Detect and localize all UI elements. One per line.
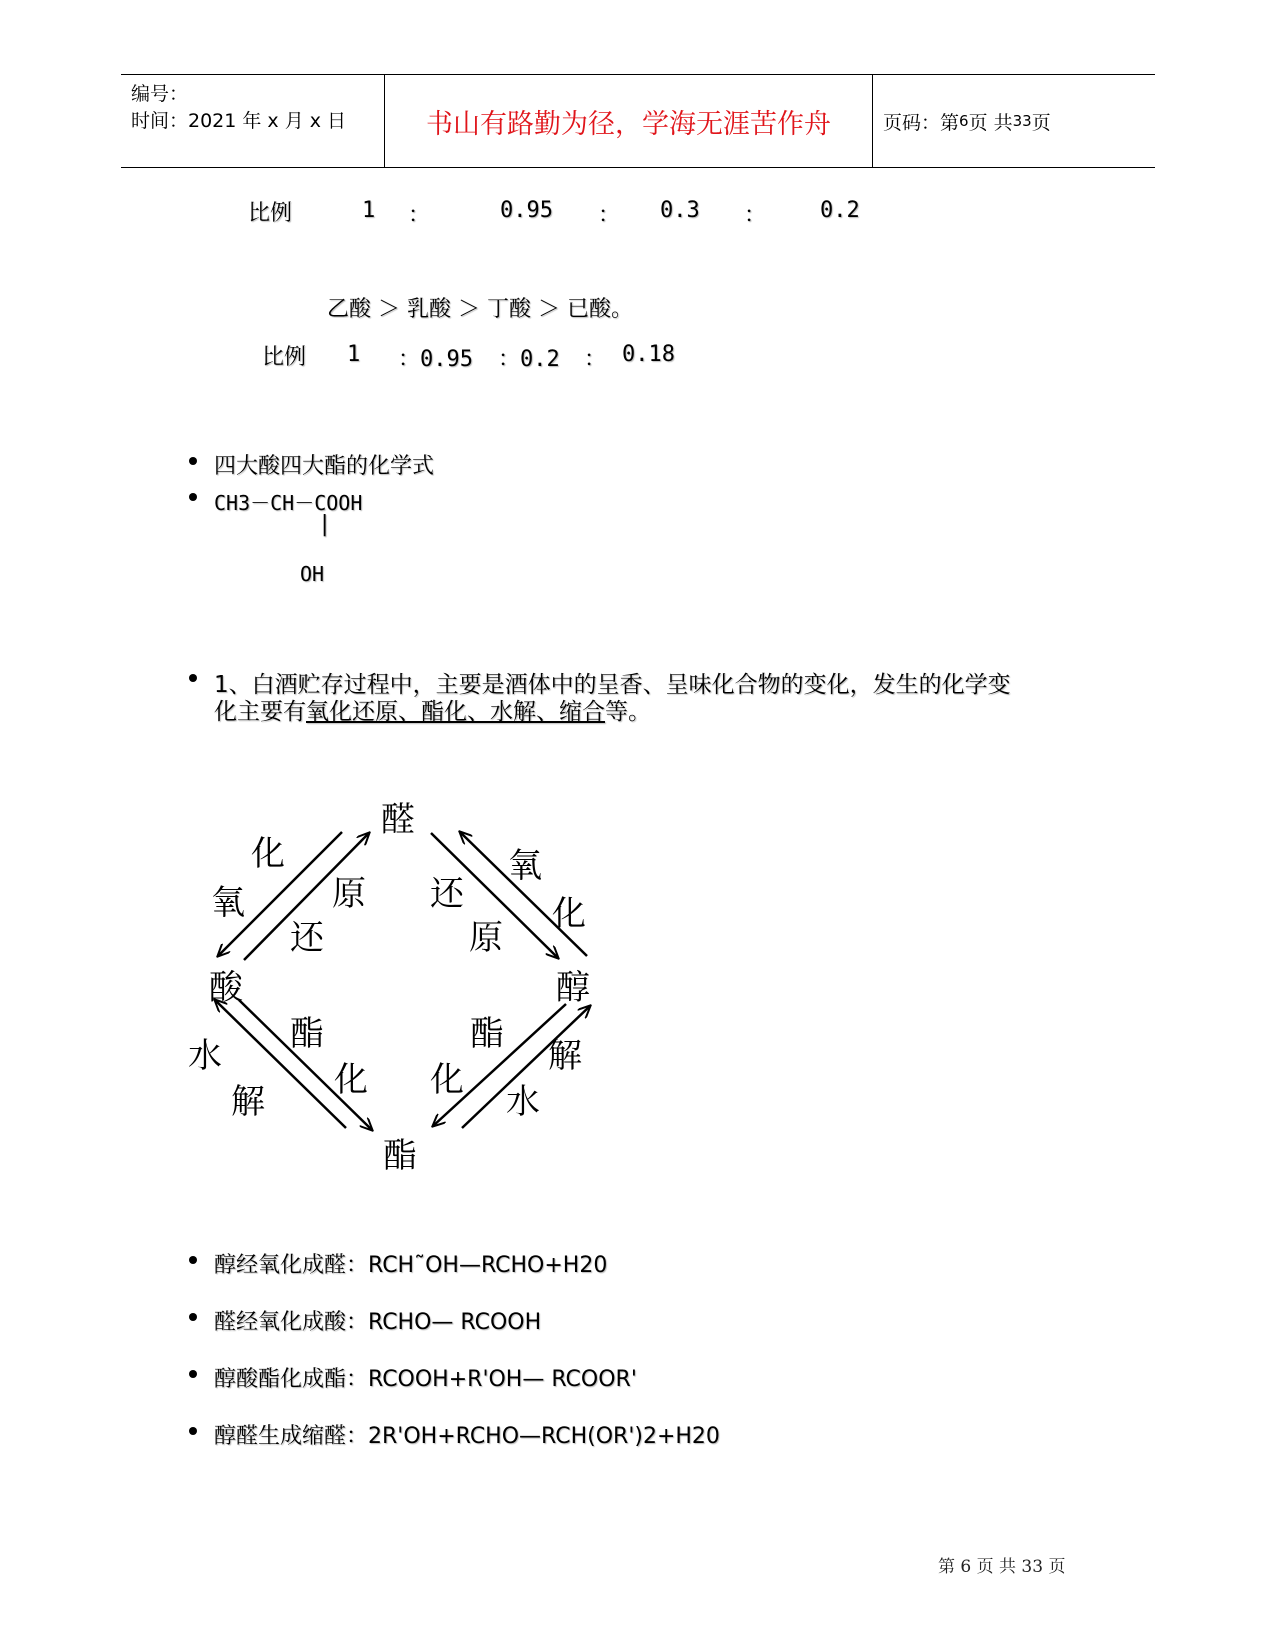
ratio2-label: 比例 (262, 345, 307, 370)
label-oxidation: 氧 (508, 846, 542, 886)
formula-hydroxyl: OH (300, 562, 325, 586)
ratio1-separator: ： (408, 203, 431, 228)
header-serial-label: 编号： (131, 83, 189, 105)
label-esterification: 化 (430, 1060, 464, 1100)
ratio1-value: 0.2 (820, 198, 860, 223)
bullet-icon (189, 1427, 197, 1435)
bullet-icon (189, 1370, 197, 1378)
label-reduction: 还 (290, 918, 324, 958)
paragraph-text: 等。 (605, 699, 651, 725)
ratio2-value: ：0.2 (498, 347, 560, 372)
node-aldehyde: 醛 (381, 800, 415, 840)
label-hydrolysis: 水 (188, 1036, 222, 1076)
ratio1-value: 0.3 (660, 198, 700, 223)
ratio1-separator: ： (598, 203, 621, 228)
label-reduction: 还 (430, 874, 464, 914)
ratio2-value: ：0.95 (398, 347, 473, 372)
page-footer: 第 6 页 共 33 页 (938, 1557, 1066, 1577)
bullet-heading: 四大酸四大酯的化学式 (214, 454, 435, 479)
node-alcohol: 醇 (556, 968, 590, 1008)
label-oxidation: 化 (251, 834, 285, 874)
node-acid: 酸 (209, 968, 243, 1008)
page-number: 6 (959, 112, 969, 130)
reaction-item: 醇醛生成缩醛：2R'OH+RCHO—RCH(OR')2+H20 (214, 1424, 720, 1449)
formula-bond: | (318, 512, 332, 537)
bullet-icon (189, 1313, 197, 1321)
label-oxidation: 氧 (211, 883, 245, 923)
label-hydrolysis: 解 (548, 1036, 582, 1076)
page-total: 33 (1012, 112, 1032, 130)
reaction-item: 醛经氧化成酸：RCHO— RCOOH (214, 1310, 542, 1335)
node-ester: 酯 (383, 1136, 417, 1176)
page-mid: 页 共 (968, 111, 1013, 134)
ratio1-value: 0.95 (500, 198, 553, 223)
ratio1-separator: ： (744, 203, 767, 228)
reaction-item: 醇酸酯化成酯：RCOOH+R'OH— RCOOR' (214, 1367, 637, 1392)
label-esterification: 酯 (290, 1014, 324, 1054)
page-prefix: 页码：第 (883, 111, 960, 134)
paragraph-line: 1、白酒贮存过程中，主要是酒体中的呈香、呈味化合物的变化，发生的化学变 (214, 672, 1011, 698)
ratio2-value: 0.18 (622, 342, 675, 367)
ratio2-value: 1 (347, 342, 361, 367)
header-time: 时间：2021 年 x 月 x 日 (131, 110, 347, 132)
acid-order: 乙酸 ＞ 乳酸 ＞ 丁酸 ＞ 已酸。 (327, 297, 633, 322)
label-reduction: 原 (332, 874, 366, 914)
paragraph-text: 化主要有 (214, 699, 306, 725)
label-hydrolysis: 解 (231, 1082, 265, 1122)
label-hydrolysis: 水 (506, 1082, 540, 1122)
underlined-reactions: 氧化还原、酯化、水解、缩合 (306, 699, 605, 725)
label-esterification: 化 (334, 1060, 368, 1100)
label-esterification: 酯 (470, 1014, 504, 1054)
ratio1-label: 比例 (248, 201, 293, 226)
page-suffix: 页 (1031, 111, 1051, 134)
ratio2-separator: ： (584, 347, 607, 372)
ratio1-value: 1 (362, 198, 376, 223)
label-oxidation: 化 (552, 894, 586, 934)
header-motto: 书山有路勤为径，学海无涯苦作舟 (426, 108, 831, 140)
reaction-item: 醇经氧化成醛：RCH˜OH—RCHO+H20 (214, 1253, 608, 1278)
label-reduction: 原 (469, 918, 503, 958)
bullet-icon (189, 1256, 197, 1264)
lactic-acid-formula: CH3－CH－COOH (214, 491, 363, 515)
